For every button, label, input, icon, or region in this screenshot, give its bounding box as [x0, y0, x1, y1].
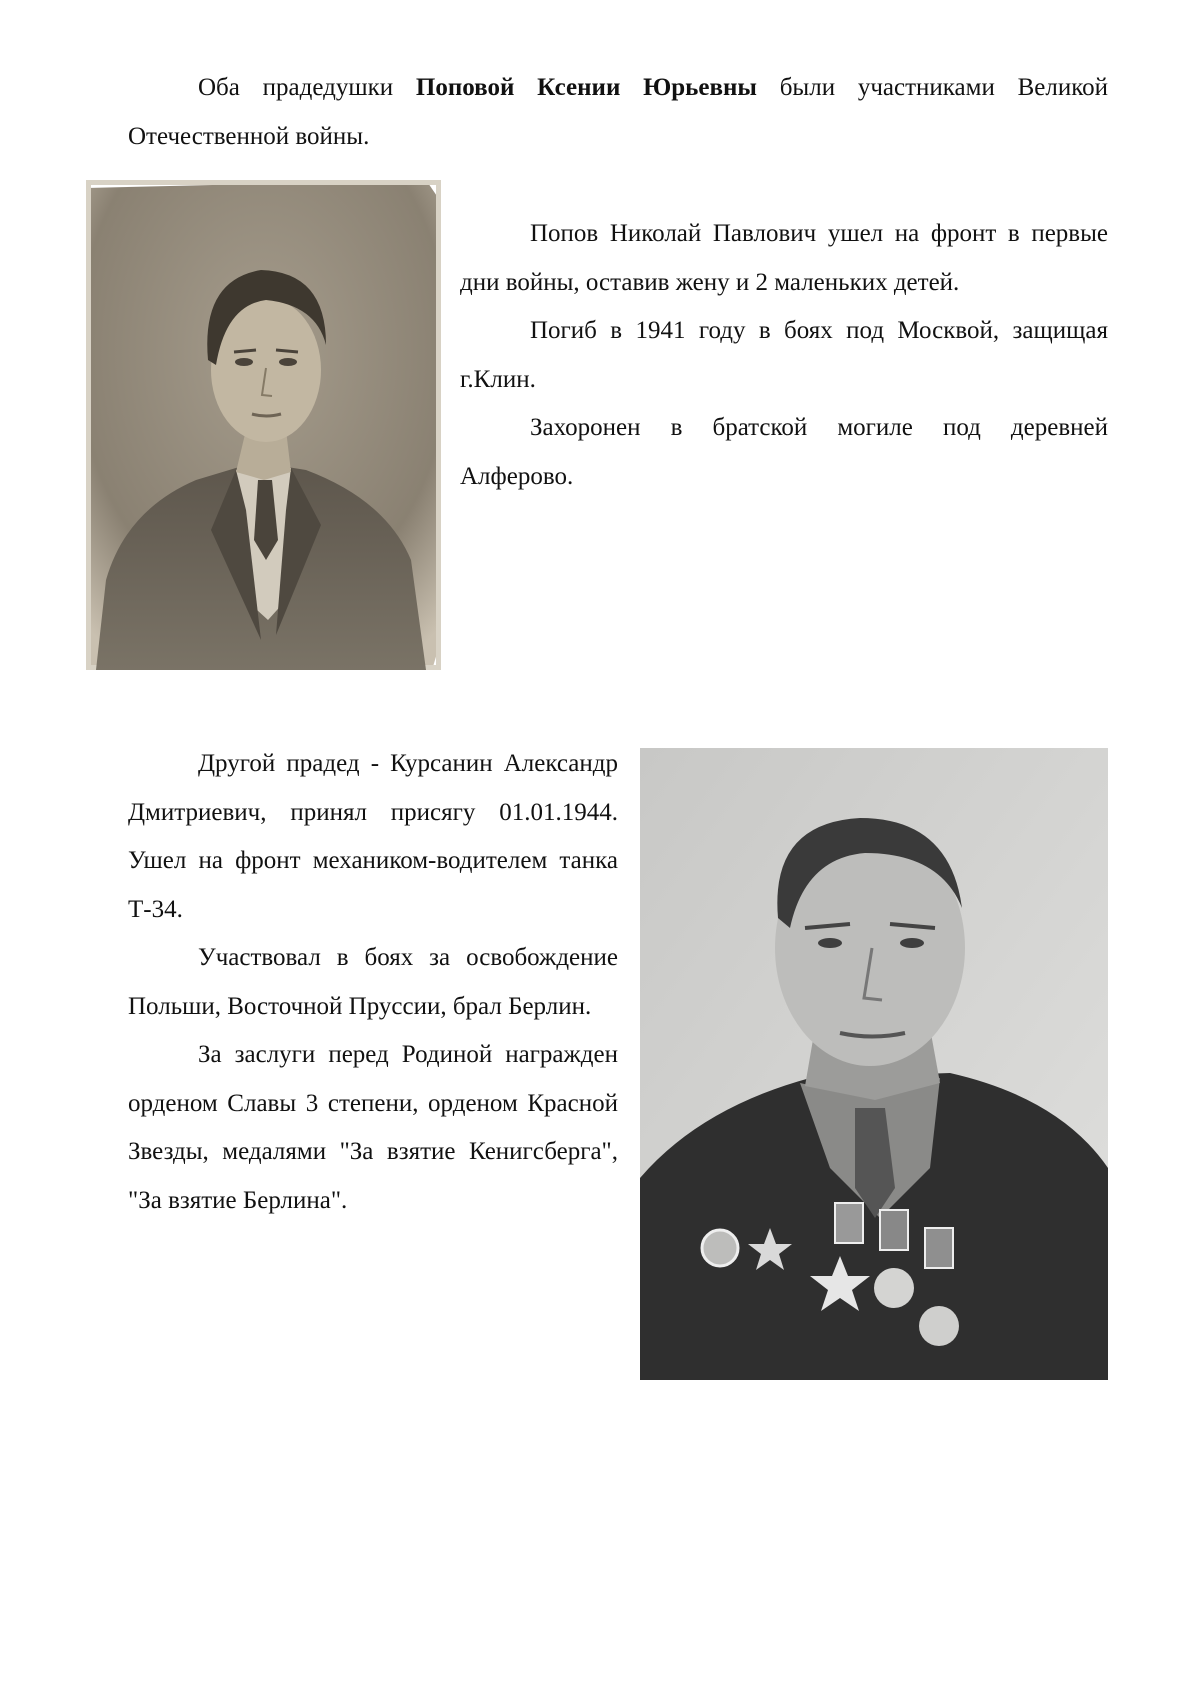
kursanin-paragraph-1: Другой прадед - Курсанин Александр Дмитриевич, принял присягу 01.01.1944. Ушел на фронт механиком-водителем танка Т-34.: [128, 750, 618, 923]
intro-name-bold: Поповой Ксении Юрьевны: [415, 74, 757, 101]
kursanin-paragraph-2: Участвовал в боях за освобождение Польши, Восточной Пруссии, брал Берлин.: [128, 944, 618, 1020]
section-kursanin-text: [128, 740, 618, 1225]
popov-paragraph-2: Погиб в 1941 году в боях под Москвой, защищая г.Клин.: [460, 317, 1108, 393]
popov-paragraph-3: Захоронен в братской могиле под деревней Алферово.: [460, 414, 1108, 490]
portrait-photo-kursanin: [640, 748, 1108, 1380]
portrait-kursanin-graphic: [640, 748, 1108, 1380]
intro-paragraph: [128, 64, 1108, 161]
portrait-photo-popov: [86, 180, 441, 670]
intro-text-after: были участниками Великой Отечественной войны.: [128, 74, 1109, 150]
portrait-popov-graphic: [86, 180, 441, 670]
kursanin-paragraph-3: За заслуги перед Родиной награжден орденом Славы 3 степени, орденом Красной Звезды, медалями "За взятие Кенигсберга", "За взятие Берлина".: [128, 1041, 618, 1214]
section-popov-text: [460, 210, 1108, 501]
popov-paragraph-1: Попов Николай Павлович ушел на фронт в первые дни войны, оставив жену и 2 маленьких детей.: [460, 220, 1108, 296]
intro-text-before: Оба прадедушки: [198, 74, 416, 101]
